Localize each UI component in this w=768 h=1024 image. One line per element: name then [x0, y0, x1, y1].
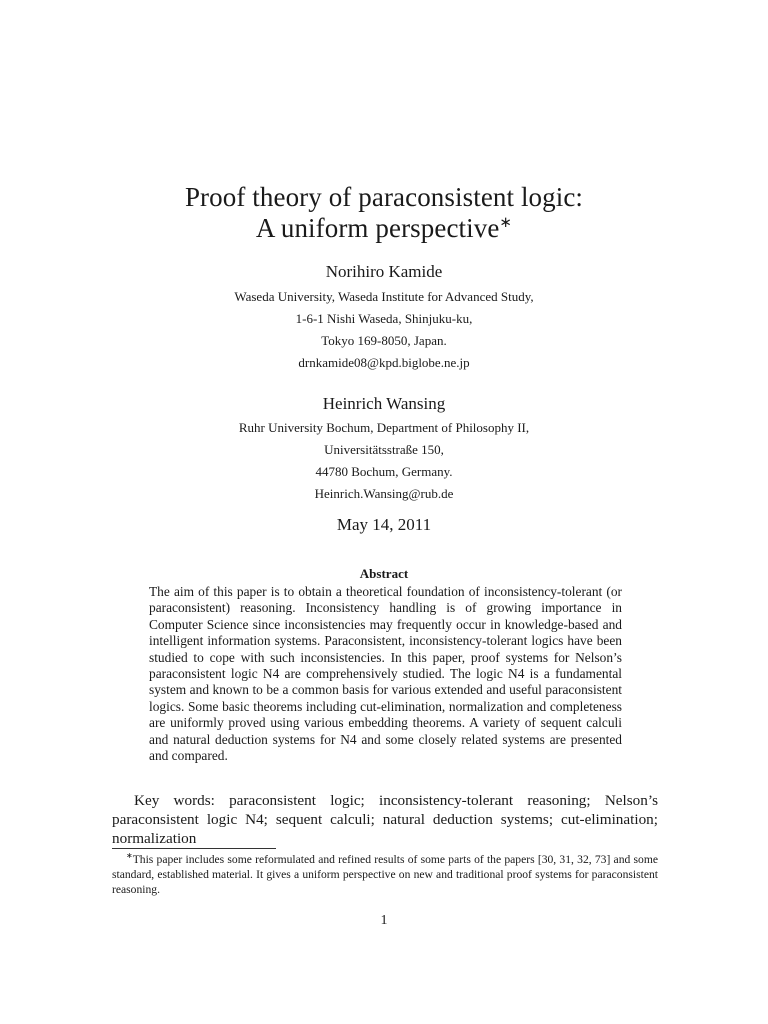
author-1-affiliation-line: 1-6-1 Nishi Waseda, Shinjuku-ku, [295, 311, 473, 326]
author-1-name: Norihiro Kamide [325, 262, 443, 281]
footnote [112, 852, 658, 897]
title-line-2 [0, 213, 768, 244]
title-line-2-text: A uniform perspective [255, 213, 500, 243]
paper-title [0, 182, 768, 244]
author-2-affiliation-line: 44780 Bochum, Germany. [315, 464, 453, 479]
paper-date: May 14, 2011 [336, 515, 432, 534]
footnote-divider [112, 848, 276, 849]
abstract-body: The aim of this paper is to obtain a theoretical foundation of inconsistency-tolerant (or paraconsistent) reasoning. Inconsistency handling is of growing importance in Computer Science since inconsistencies may frequently occur in knowledge-based and intelligent information systems. Paraconsistent, inconsistency-tolerant logics have been studied to cope with such inconsistencies. In this paper, proof systems for Nelson’s paraconsistent logic N4 are comprehensively studied. The logic N4 is a fundamental system and known to be a common basis for various extended and useful paraconsistent logics. Some basic theorems including cut-elimination, normalization and completeness are uniformly proved using various embedding theorems. A variety of sequent calculi and natural deduction systems for N4 and some closely related systems are presented and compared. [149, 584, 622, 764]
abstract-heading: Abstract [359, 566, 409, 581]
author-1-affiliation-line: Waseda University, Waseda Institute for Advanced Study, [234, 289, 534, 304]
title-line-1: Proof theory of paraconsistent logic: [184, 182, 584, 212]
author-2-email[interactable]: Heinrich.Wansing@rub.de [314, 486, 454, 501]
author-2-affiliation-line: Ruhr University Bochum, Department of Philosophy II, [238, 420, 530, 435]
footnote-mark: ∗ [126, 851, 133, 861]
author-2-affiliation-line: Universitätsstraße 150, [324, 442, 444, 457]
author-1-email[interactable]: drnkamide08@kpd.biglobe.ne.jp [298, 355, 470, 370]
page-number: 1 [380, 913, 388, 928]
footnote-text: This paper includes some reformulated and refined results of some parts of the papers [30, 31, 32, 73] and some standard, established material. It gives a uniform perspective on new and traditional proof systems for paraconsistent reasoning. [112, 853, 658, 896]
keywords: Key words: paraconsistent logic; inconsistency-tolerant reasoning; Nelson’s paraconsistent logic N4; sequent calculi; natural deduction systems; cut-elimination; normalization [112, 792, 658, 847]
author-1-affiliation-line: Tokyo 169-8050, Japan. [321, 333, 447, 348]
title-footnote-mark: ∗ [499, 215, 513, 231]
author-2-name: Heinrich Wansing [322, 394, 446, 413]
